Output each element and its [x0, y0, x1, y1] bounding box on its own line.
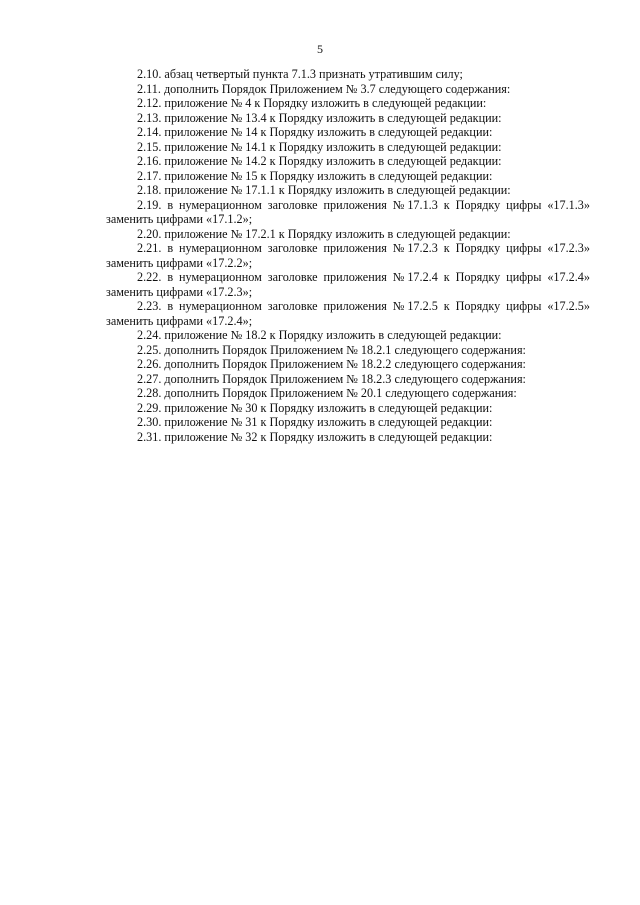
paragraph-2-25: 2.25. дополнить Порядок Приложением № 18.2.1 следующего содержания:	[137, 342, 526, 357]
paragraph-2-22: 2.22. в нумерационном заголовке приложения №17.2.4 к Порядку цифры «17.2.4» заменить цифрами «17.2.3»;	[106, 270, 590, 299]
paragraph-2-21: 2.21. в нумерационном заголовке приложения №17.2.3 к Порядку цифры «17.2.3» заменить цифрами «17.2.2»;	[106, 241, 590, 270]
paragraph-2-11: 2.11. дополнить Порядок Приложением № 3.7 следующего содержания:	[137, 81, 511, 96]
page-number: 5	[317, 42, 323, 56]
paragraph-2-15: 2.15. приложение № 14.1 к Порядку изложить в следующей редакции:	[137, 139, 502, 154]
paragraph-2-19: 2.19. в нумерационном заголовке приложения №17.1.3 к Порядку цифры «17.1.3» заменить цифрами «17.1.2»;	[106, 197, 590, 226]
paragraph-2-14: 2.14. приложение № 14 к Порядку изложить в следующей редакции:	[137, 125, 493, 139]
paragraph-2-24: 2.24. приложение № 18.2 к Порядку изложить в следующей редакции:	[137, 328, 502, 342]
paragraph-2-27: 2.27. дополнить Порядок Приложением № 18.2.3 следующего содержания:	[137, 371, 526, 386]
paragraph-2-30: 2.30. приложение № 31 к Порядку изложить в следующей редакции:	[137, 415, 493, 429]
paragraph-2-26: 2.26. дополнить Порядок Приложением № 18.2.2 следующего содержания:	[137, 357, 526, 371]
paragraph-2-23: 2.23. в нумерационном заголовке приложения №17.2.5 к Порядку цифры «17.2.5» заменить цифрами «17.2.4»;	[106, 299, 590, 328]
paragraph-2-16: 2.16. приложение № 14.2 к Порядку изложить в следующей редакции:	[137, 154, 502, 168]
paragraph-2-18: 2.18. приложение № 17.1.1 к Порядку изложить в следующей редакции:	[137, 183, 511, 197]
paragraph-2-17: 2.17. приложение № 15 к Порядку изложить в следующей редакции:	[137, 168, 493, 183]
paragraph-2-28: 2.28. дополнить Порядок Приложением № 20.1 следующего содержания:	[137, 386, 517, 400]
paragraph-2-10: 2.10. абзац четвертый пункта 7.1.3 признать утратившим силу;	[137, 67, 463, 81]
paragraph-2-20: 2.20. приложение № 17.2.1 к Порядку изложить в следующей редакции:	[137, 226, 511, 241]
paragraph-2-31: 2.31. приложение № 32 к Порядку изложить в следующей редакции:	[137, 429, 493, 444]
paragraph-2-29: 2.29. приложение № 30 к Порядку изложить в следующей редакции:	[137, 400, 493, 415]
paragraph-2-13: 2.13. приложение № 13.4 к Порядку изложить в следующей редакции:	[137, 110, 502, 125]
paragraph-2-12: 2.12. приложение № 4 к Порядку изложить в следующей редакции:	[137, 96, 487, 110]
document-body	[106, 67, 590, 444]
